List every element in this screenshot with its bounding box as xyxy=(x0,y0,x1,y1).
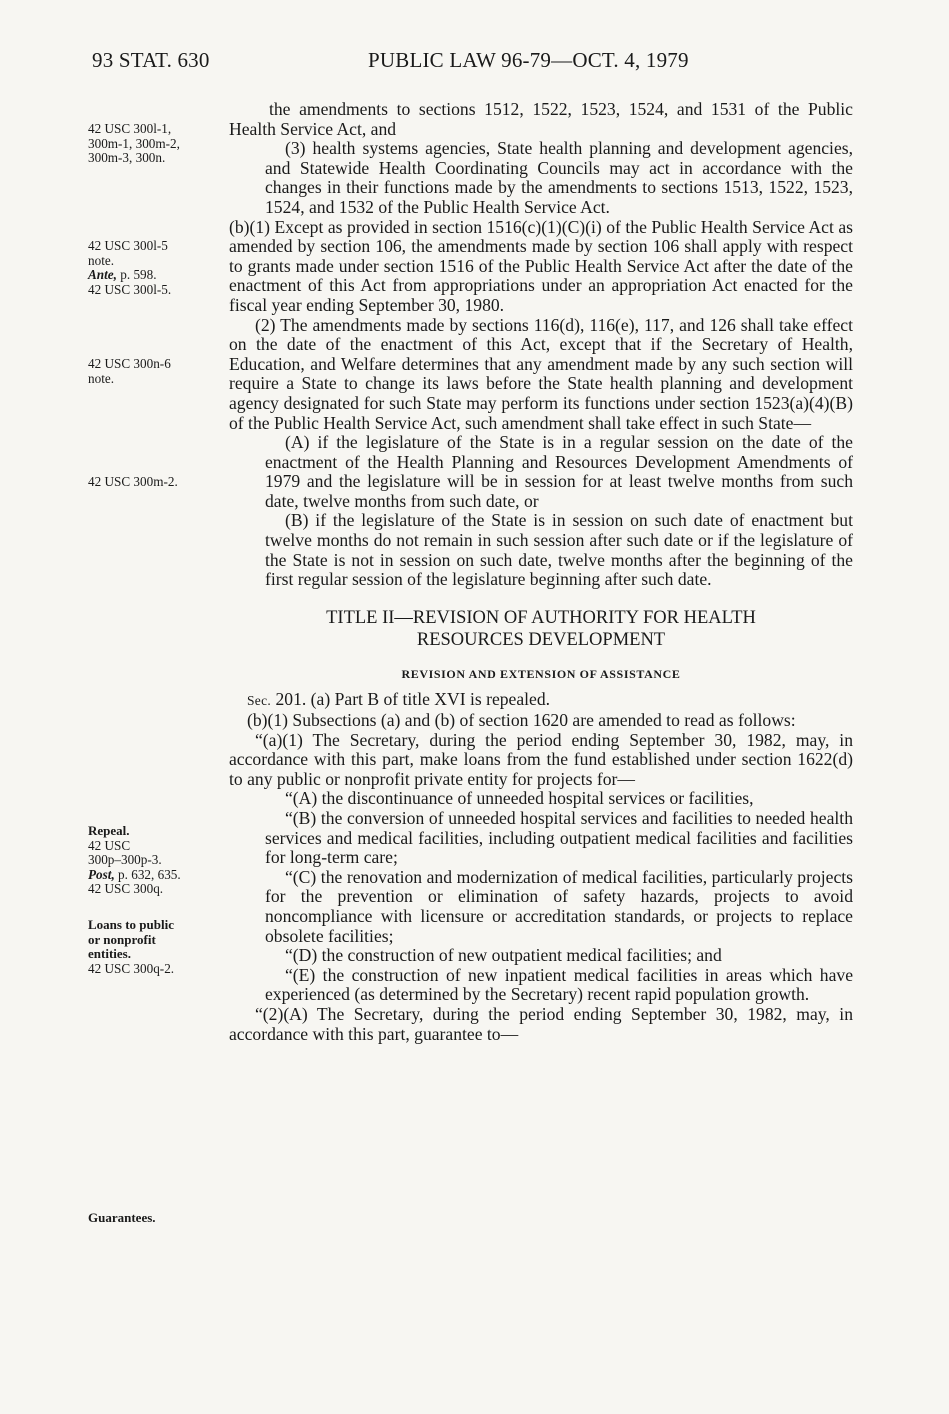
margin-note-post-pages: p. 632, 635. xyxy=(118,866,181,882)
margin-note-post xyxy=(88,868,228,883)
paragraph: “(a)(1) The Secretary, during the period ending September 30, 1982, may, in accordance with this part, make loans from the fund established under section 1622(d) to any public or nonprofit private entity for projects for— xyxy=(229,729,853,789)
margin-note-usc-2 xyxy=(88,239,228,297)
margin-note-loans-line: or nonprofit xyxy=(88,931,156,947)
margin-note-line: 300p–300p-3. xyxy=(88,852,162,868)
paragraph: (2) The amendments made by sections 116(d), 116(e), 117, and 126 shall take effect on the date of the enactment of this Act, except that if the Secretary of Health, Education, and Welfare determines that any amendment made by any such section will require a State to change its laws before the State health planning and development agency designated for such State may perform its functions under section 1523(a)(4)(B) of the Public Health Service Act, such amendment shall take effect in such State— xyxy=(229,314,853,433)
margin-note-guarantees-label: Guarantees. xyxy=(88,1210,156,1225)
margin-note-line: 42 USC 300n-6 xyxy=(88,356,171,371)
margin-note-loans xyxy=(88,918,228,976)
title-heading xyxy=(229,607,853,651)
margin-note-repeal-label: Repeal. xyxy=(88,823,130,838)
section-abbrev: Sec. xyxy=(247,693,272,709)
margin-note-post-label: Post, xyxy=(88,866,115,882)
paragraph: (B) if the legislature of the State is in session on such date of enactment but twelve months do not remain in such session after such date or if the legislature of the State is not in session on such date, twelve months after the beginning of the first regular session of the legislature beginning after such date. xyxy=(265,510,853,590)
section-heading: REVISION AND EXTENSION OF ASSISTANCE xyxy=(401,666,681,681)
margin-note-ante-page: p. 598. xyxy=(120,267,157,283)
margin-note-loans-line: entities. xyxy=(88,946,131,962)
section-text: 201. (a) Part B of title XVI is repealed. xyxy=(275,689,551,710)
paragraph: (A) if the legislature of the State is in a regular session on the date of the enactment of the Health Planning and Resources Development Amendments of 1979 and the legislature will be in session for at least twelve months from such date, twelve months from such date, or xyxy=(265,432,853,511)
margin-note-line: 42 USC 300m-2. xyxy=(88,474,178,489)
margin-note-ante xyxy=(88,268,228,283)
margin-note-line: 42 USC 300l-5. xyxy=(88,281,172,297)
paragraph: “(A) the discontinuance of unneeded hospital services or facilities, xyxy=(285,788,754,809)
main-text-column xyxy=(229,100,853,1044)
margin-note-usc-4 xyxy=(88,475,228,490)
title-line-2: RESOURCES DEVELOPMENT xyxy=(416,629,666,650)
page-stat-number: 93 STAT. 630 xyxy=(92,48,210,72)
margin-note-usc-1 xyxy=(88,122,228,166)
paragraph: “(C) the renovation and modernization of medical facilities, particularly projects for the prevention or elimination of safety hazards, projects to avoid noncompliance with licensure or accreditation standards, or projects to replace obsolete facilities; xyxy=(265,866,853,946)
running-header: PUBLIC LAW 96-79—OCT. 4, 1979 xyxy=(368,48,689,72)
margin-note-line: 42 USC xyxy=(88,837,131,853)
paragraph: “(D) the construction of new outpatient medical facilities; and xyxy=(285,945,722,966)
margin-note-line: note. xyxy=(88,370,115,386)
paragraph: “(2)(A) The Secretary, during the period ending September 30, 1982, may, in accordance with this part, guarantee to— xyxy=(229,1003,853,1044)
margin-note-ante-label: Ante, xyxy=(88,267,117,283)
margin-note-usc-3 xyxy=(88,357,228,386)
margin-note-repeal xyxy=(88,824,228,897)
margin-note-loans-line: Loans to public xyxy=(88,917,174,932)
margin-note-guarantees xyxy=(88,1211,228,1226)
paragraph: “(E) the construction of new inpatient medical facilities in areas which have experienced (as determined by the Secretary) recent rapid population growth. xyxy=(265,964,853,1005)
paragraph: (3) health systems agencies, State health planning and development agencies, and Statewide Health Coordinating Councils may act in accordance with the changes in their functions made by the amendments to sections 1513, 1522, 1523, 1524, and 1532 of the Public Health Service Act. xyxy=(265,138,853,217)
paragraph: (b)(1) Except as provided in section 1516(c)(1)(C)(i) of the Public Health Service Act as amended by section 106, the amendments made by section 106 shall apply with respect to grants made under section 1516 of the Public Health Service Act after the date of the enactment of this Act from appropriations under an appropriation Act enacted for the fiscal year ending September 30, 1980. xyxy=(229,216,853,315)
margin-note-line: 42 USC 300l-1, xyxy=(88,121,172,136)
paragraph xyxy=(229,690,853,711)
title-line-1: TITLE II—REVISION OF AUTHORITY FOR HEALTH xyxy=(326,607,756,628)
margin-note-line: 42 USC 300q-2. xyxy=(88,960,175,976)
margin-note-line: 42 USC 300l-5 xyxy=(88,238,168,253)
paragraph: (b)(1) Subsections (a) and (b) of section 1620 are amended to read as follows: xyxy=(247,710,796,731)
paragraph: the amendments to sections 1512, 1522, 1523, 1524, and 1531 of the Public Health Service Act, and xyxy=(229,99,853,139)
margin-note-line: note. xyxy=(88,252,115,268)
paragraph: “(B) the conversion of unneeded hospital services and facilities to needed health services and medical facilities, including outpatient medical facilities and facilities for long-term care; xyxy=(265,808,853,868)
margin-note-line: 300m-3, 300n. xyxy=(88,150,166,166)
margin-note-line: 300m-1, 300m-2, xyxy=(88,135,180,151)
margin-note-line: 42 USC 300q. xyxy=(88,881,164,897)
